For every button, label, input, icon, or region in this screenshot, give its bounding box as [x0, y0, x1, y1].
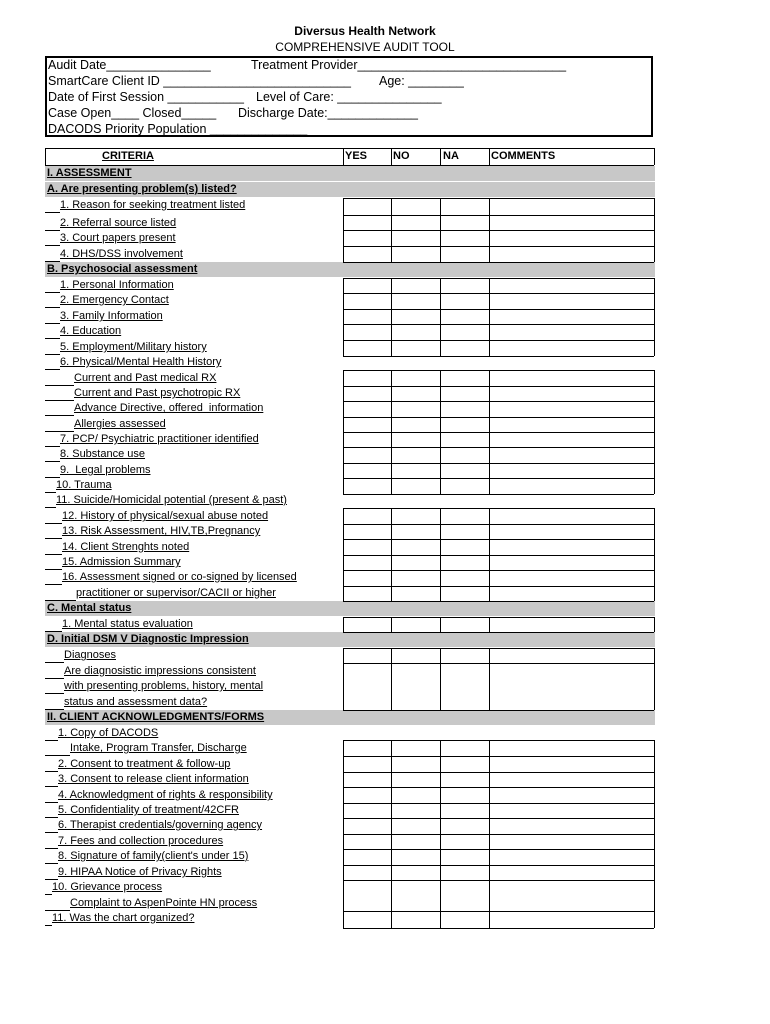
table-rule	[343, 198, 654, 199]
criteria-item: practitioner or supervisor/CACII or higher	[76, 587, 276, 599]
table-rule	[343, 601, 654, 602]
table-rule	[343, 787, 654, 788]
table-rule	[45, 477, 60, 478]
table-rule	[45, 910, 70, 911]
table-column-rule	[440, 617, 441, 632]
table-column-rule	[343, 508, 344, 601]
table-column-rule	[440, 148, 441, 165]
table-rule	[343, 478, 654, 479]
table-rule	[343, 340, 654, 341]
criteria-item: 9. HIPAA Notice of Privacy Rights	[58, 866, 222, 878]
table-column-rule	[440, 740, 441, 928]
criteria-item: status and assessment data?	[64, 696, 208, 708]
table-rule	[45, 894, 52, 895]
table-column-rule	[489, 198, 490, 262]
section-header: I. ASSESSMENT	[45, 166, 655, 181]
tool-title: COMPREHENSIVE AUDIT TOOL	[275, 40, 455, 54]
table-column-rule	[343, 148, 344, 165]
table-column-rule	[440, 370, 441, 432]
table-column-rule	[45, 148, 46, 165]
criteria-item: 2. Referral source listed	[60, 217, 177, 229]
table-rule	[45, 709, 64, 710]
table-rule	[343, 849, 654, 850]
table-column-rule	[343, 648, 344, 710]
criteria-item: 12. History of physical/sexual abuse noted	[62, 510, 269, 522]
table-rule	[45, 415, 74, 416]
table-rule	[343, 324, 654, 325]
table-column-rule	[654, 198, 655, 262]
criteria-item: 5. Confidentiality of treatment/42CFR	[58, 804, 239, 816]
table-rule	[343, 911, 654, 912]
table-rule	[45, 678, 64, 679]
table-rule	[45, 786, 58, 787]
table-rule	[343, 756, 654, 757]
table-rule	[343, 447, 654, 448]
table-rule	[343, 586, 654, 587]
table-rule	[343, 417, 654, 418]
criteria-item: 9. Legal problems	[60, 464, 151, 476]
table-rule	[45, 569, 62, 570]
criteria-item: 6. Therapist credentials/governing agency	[58, 819, 263, 831]
criteria-item: 5. Employment/Military history	[60, 341, 207, 353]
table-column-rule	[391, 198, 392, 262]
comments-header: COMMENTS	[491, 150, 556, 162]
table-rule	[343, 740, 654, 741]
criteria-item: Current and Past medical RX	[74, 372, 217, 384]
table-rule	[45, 863, 58, 864]
criteria-item: 1. Personal Information	[60, 279, 174, 291]
table-column-rule	[654, 432, 655, 494]
table-column-rule	[440, 648, 441, 710]
table-column-rule	[391, 648, 392, 710]
table-rule	[343, 570, 654, 571]
criteria-header: CRITERIA	[102, 150, 154, 162]
table-column-rule	[654, 508, 655, 601]
criteria-item: Current and Past psychotropic RX	[74, 387, 241, 399]
first-session-field: Date of First Session ___________	[48, 90, 244, 104]
table-rule	[45, 446, 60, 447]
table-rule	[45, 261, 60, 262]
treatment-provider-field: Treatment Provider______________________________	[251, 58, 567, 72]
table-rule	[45, 354, 60, 355]
criteria-item: 2. Emergency Contact	[60, 294, 169, 306]
table-rule	[343, 508, 654, 509]
criteria-item: 1. Copy of DACODS	[58, 727, 159, 739]
criteria-item: 10. Grievance process	[52, 881, 163, 893]
criteria-item: 13. Risk Assessment, HIV,TB,Pregnancy	[62, 525, 261, 537]
priority-population-field: DACODS Priority Population ______________	[48, 122, 308, 136]
criteria-item: 8. Substance use	[60, 448, 146, 460]
table-rule	[343, 278, 654, 279]
criteria-item: Are diagnosistic impressions consistent	[64, 665, 256, 677]
table-rule	[45, 693, 64, 694]
table-column-rule	[343, 617, 344, 632]
table-column-rule	[391, 740, 392, 928]
table-rule	[343, 617, 654, 618]
section-header: II. CLIENT ACKNOWLEDGMENTS/FORMS	[45, 710, 655, 725]
criteria-item: 3. Court papers present	[60, 232, 176, 244]
table-rule	[45, 631, 62, 632]
table-column-rule	[343, 432, 344, 494]
no-header: NO	[393, 150, 410, 162]
table-rule	[343, 215, 654, 216]
criteria-item: 4. Education	[60, 325, 122, 337]
table-rule	[343, 880, 654, 881]
table-rule	[45, 385, 74, 386]
table-rule	[45, 245, 60, 246]
section-header: C. Mental status	[45, 601, 655, 616]
table-rule	[343, 663, 654, 664]
table-rule	[45, 925, 52, 926]
table-column-rule	[654, 648, 655, 710]
table-rule	[45, 431, 74, 432]
table-column-rule	[440, 278, 441, 356]
criteria-item: Complaint to AspenPointe HN process	[70, 897, 258, 909]
table-column-rule	[489, 278, 490, 356]
table-rule	[45, 740, 58, 741]
table-column-rule	[489, 148, 490, 165]
table-column-rule	[654, 148, 655, 165]
criteria-item: Advance Directive, offered information	[74, 402, 264, 414]
table-rule	[45, 554, 62, 555]
criteria-item: 8. Signature of family(client's under 15)	[58, 850, 249, 862]
table-rule	[343, 818, 654, 819]
criteria-item: 2. Consent to treatment & follow-up	[58, 758, 231, 770]
na-header: NA	[443, 150, 459, 162]
table-column-rule	[489, 617, 490, 632]
table-rule	[45, 400, 74, 401]
table-column-rule	[440, 508, 441, 601]
table-rule	[45, 212, 60, 213]
table-rule	[45, 369, 60, 370]
table-rule	[45, 755, 70, 756]
level-of-care-field: Level of Care: _______________	[256, 90, 442, 104]
audit-date-field: Audit Date_______________	[48, 58, 211, 72]
table-column-rule	[343, 198, 344, 262]
table-rule	[45, 323, 60, 324]
criteria-item: 1. Mental status evaluation	[62, 618, 193, 630]
table-column-rule	[391, 432, 392, 494]
table-rule	[343, 555, 654, 556]
table-rule	[45, 492, 56, 493]
section-header: B. Psychosocial assessment	[45, 262, 655, 277]
table-column-rule	[654, 617, 655, 632]
client-id-field: SmartCare Client ID ___________________________	[48, 74, 352, 88]
criteria-item: with presenting problems, history, mental	[64, 680, 264, 692]
table-column-rule	[391, 617, 392, 632]
table-column-rule	[489, 508, 490, 601]
org-title: Diversus Health Network	[294, 24, 436, 38]
yes-header: YES	[345, 150, 368, 162]
criteria-item: 1. Reason for seeking treatment listed	[60, 199, 246, 211]
table-column-rule	[343, 278, 344, 356]
table-rule	[343, 524, 654, 525]
table-rule	[343, 432, 654, 433]
table-rule	[343, 494, 654, 495]
table-column-rule	[343, 740, 344, 928]
table-column-rule	[654, 278, 655, 356]
table-rule	[45, 662, 64, 663]
table-rule	[45, 832, 58, 833]
table-column-rule	[391, 508, 392, 601]
table-rule	[45, 338, 60, 339]
table-rule	[343, 834, 654, 835]
criteria-item: 14. Client Strenghts noted	[62, 541, 190, 553]
case-status-field: Case Open____ Closed_____	[48, 106, 217, 120]
table-rule	[343, 370, 654, 371]
criteria-item: 7. Fees and collection procedures	[58, 835, 224, 847]
criteria-item: 11. Was the chart organized?	[52, 912, 195, 924]
criteria-item: 15. Admission Summary	[62, 556, 181, 568]
criteria-item: 3. Consent to release client information	[58, 773, 249, 785]
table-column-rule	[489, 432, 490, 494]
table-rule	[343, 463, 654, 464]
criteria-item: 11. Suicide/Homicidal potential (present & past)	[56, 494, 287, 506]
criteria-item: Intake, Program Transfer, Discharge	[70, 742, 247, 754]
table-rule	[343, 772, 654, 773]
table-rule	[343, 865, 654, 866]
table-rule	[45, 148, 654, 149]
table-column-rule	[489, 740, 490, 928]
table-rule	[45, 771, 58, 772]
table-rule	[343, 386, 654, 387]
table-rule	[343, 710, 654, 711]
table-rule	[45, 230, 60, 231]
section-header: D. Initial DSM V Diagnostic Impression	[45, 632, 655, 647]
table-rule	[343, 632, 654, 633]
section-header: A. Are presenting problem(s) listed?	[45, 182, 655, 197]
table-rule	[343, 293, 654, 294]
table-column-rule	[654, 370, 655, 432]
table-column-rule	[440, 432, 441, 494]
table-rule	[45, 292, 60, 293]
table-rule	[343, 230, 654, 231]
table-rule	[343, 262, 654, 263]
table-rule	[343, 309, 654, 310]
table-rule	[45, 802, 58, 803]
criteria-item: 16. Assessment signed or co-signed by licensed	[62, 571, 297, 583]
criteria-item: 4. Acknowledgment of rights & responsibility	[58, 789, 273, 801]
table-rule	[45, 307, 60, 308]
table-rule	[343, 246, 654, 247]
table-rule	[45, 507, 56, 508]
criteria-item: 6. Physical/Mental Health History	[60, 356, 222, 368]
discharge-date-field: Discharge Date:_____________	[238, 106, 418, 120]
table-column-rule	[391, 278, 392, 356]
table-column-rule	[391, 370, 392, 432]
criteria-item: Diagnoses	[64, 649, 116, 661]
table-column-rule	[489, 648, 490, 710]
table-column-rule	[489, 370, 490, 432]
table-rule	[343, 648, 654, 649]
table-rule	[343, 401, 654, 402]
table-rule	[45, 523, 62, 524]
table-column-rule	[654, 740, 655, 928]
criteria-item: Allergies assessed	[74, 418, 166, 430]
table-rule	[45, 879, 58, 880]
table-rule	[343, 539, 654, 540]
criteria-item: 4. DHS/DSS involvement	[60, 248, 183, 260]
criteria-item: 10. Trauma	[56, 479, 112, 491]
criteria-item: 3. Family Information	[60, 310, 163, 322]
table-rule	[343, 356, 654, 357]
table-rule	[45, 584, 62, 585]
table-column-rule	[343, 370, 344, 432]
table-rule	[45, 538, 62, 539]
table-rule	[343, 803, 654, 804]
table-rule	[45, 461, 60, 462]
age-field: Age: ________	[379, 74, 464, 88]
table-rule	[45, 848, 58, 849]
table-column-rule	[391, 148, 392, 165]
table-column-rule	[440, 198, 441, 262]
table-rule	[343, 928, 654, 929]
table-rule	[45, 817, 58, 818]
criteria-item: 7. PCP/ Psychiatric practitioner identified	[60, 433, 259, 445]
table-rule	[45, 600, 76, 601]
